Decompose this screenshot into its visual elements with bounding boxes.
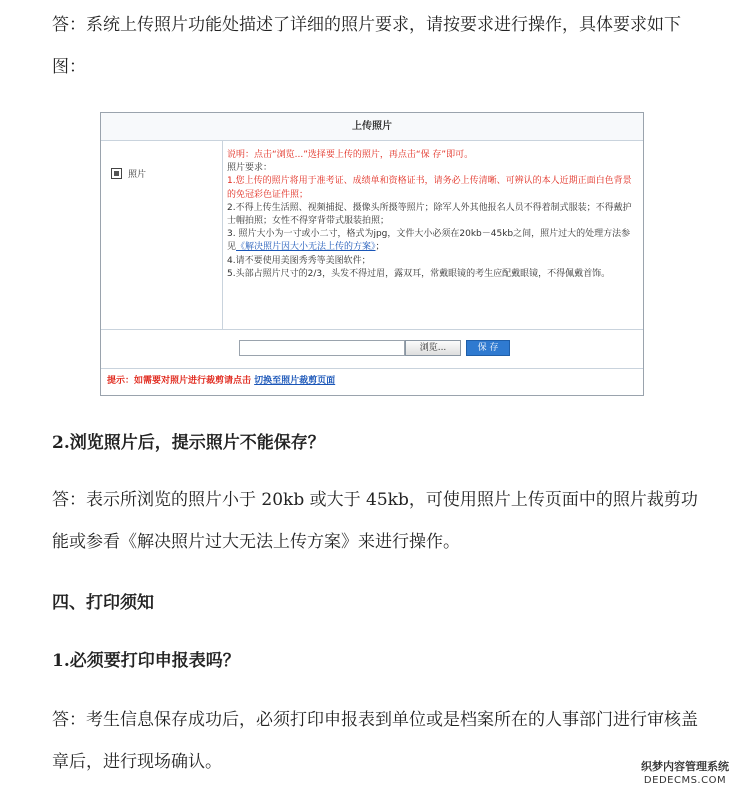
question-heading-2: 2.浏览照片后，提示照片不能保存？ [52,433,325,453]
crop-tip-text: 提示：如需要对照片进行裁剪请点击 [107,376,252,386]
requirement-1: 1.您上传的照片将用于准考证、成绩单和资格证书，请务必上传清晰、可辨认的本人近期正面白色背景的免冠彩色证件照； [227,176,632,200]
answer-paragraph-1: 答：系统上传照片功能处描述了详细的照片要求，请按要求进行操作，具体要求如下图： [52,15,681,77]
photo-label [111,167,146,180]
requirement-5: 5.头部占照片尺寸的2/3，头发不得过眉，露双耳，常戴眼镜的考生应配戴眼镜，不得佩戴首饰。 [227,268,611,279]
watermark-logo [629,760,741,788]
solution-link[interactable]: 《解决照片因大小无法上传的方案》 [236,242,376,253]
upload-photo-panel [100,112,644,396]
answer-paragraph-3: 答：考生信息保存成功后，必须打印申报表到单位或是档案所在的人事部门进行审核盖章后，进行现场确认。 [52,710,698,772]
browse-button[interactable]: 浏览... [405,340,461,356]
image-icon [111,168,122,179]
requirement-3-end: ； [375,242,385,253]
photo-label-text: 照片 [128,170,147,180]
section-heading-print: 四、打印须知 [52,593,154,613]
requirement-2: 2.不得上传生活照、视频捕捉、摄像头所摄等照片；除军人外其他报名人员不得着制式服装；不得戴护士帽拍照；女性不得穿背带式服装拍照； [227,202,632,227]
requirements-title: 照片要求： [227,163,273,174]
requirement-3 [227,228,637,254]
photo-requirements [227,149,637,281]
upload-panel-body [101,141,643,330]
upload-instruction: 说明：点击“浏览...”选择要上传的照片，再点击“保 存”即可。 [227,150,474,160]
crop-page-link[interactable]: 切换至照片裁剪页面 [254,376,336,386]
file-path-input[interactable] [239,340,405,356]
requirement-3-text: 3. 照片大小为一寸或小二寸，格式为jpg，文件大小必须在20kb－45kb之间，照片过大的处理方法参见 [227,229,631,253]
answer-paragraph-2: 答：表示所浏览的照片小于 20kb 或大于 45kb，可使用照片上传页面中的照片裁剪功能或参看《解决照片过大无法上传方案》来进行操作。 [52,490,698,552]
watermark-line-2: DEDECMS.COM [643,775,727,786]
upload-panel-title: 上传照片 [101,113,643,141]
watermark-line-1: 织梦内容管理系统 [641,760,729,773]
requirement-4: 4.请不要使用美图秀秀等美图软件； [227,255,371,266]
save-button[interactable]: 保 存 [466,340,510,356]
photo-label-cell [101,141,223,329]
crop-tip [107,373,335,386]
question-heading-print: 1.必须要打印申报表吗？ [52,651,240,671]
upload-controls [101,330,643,369]
